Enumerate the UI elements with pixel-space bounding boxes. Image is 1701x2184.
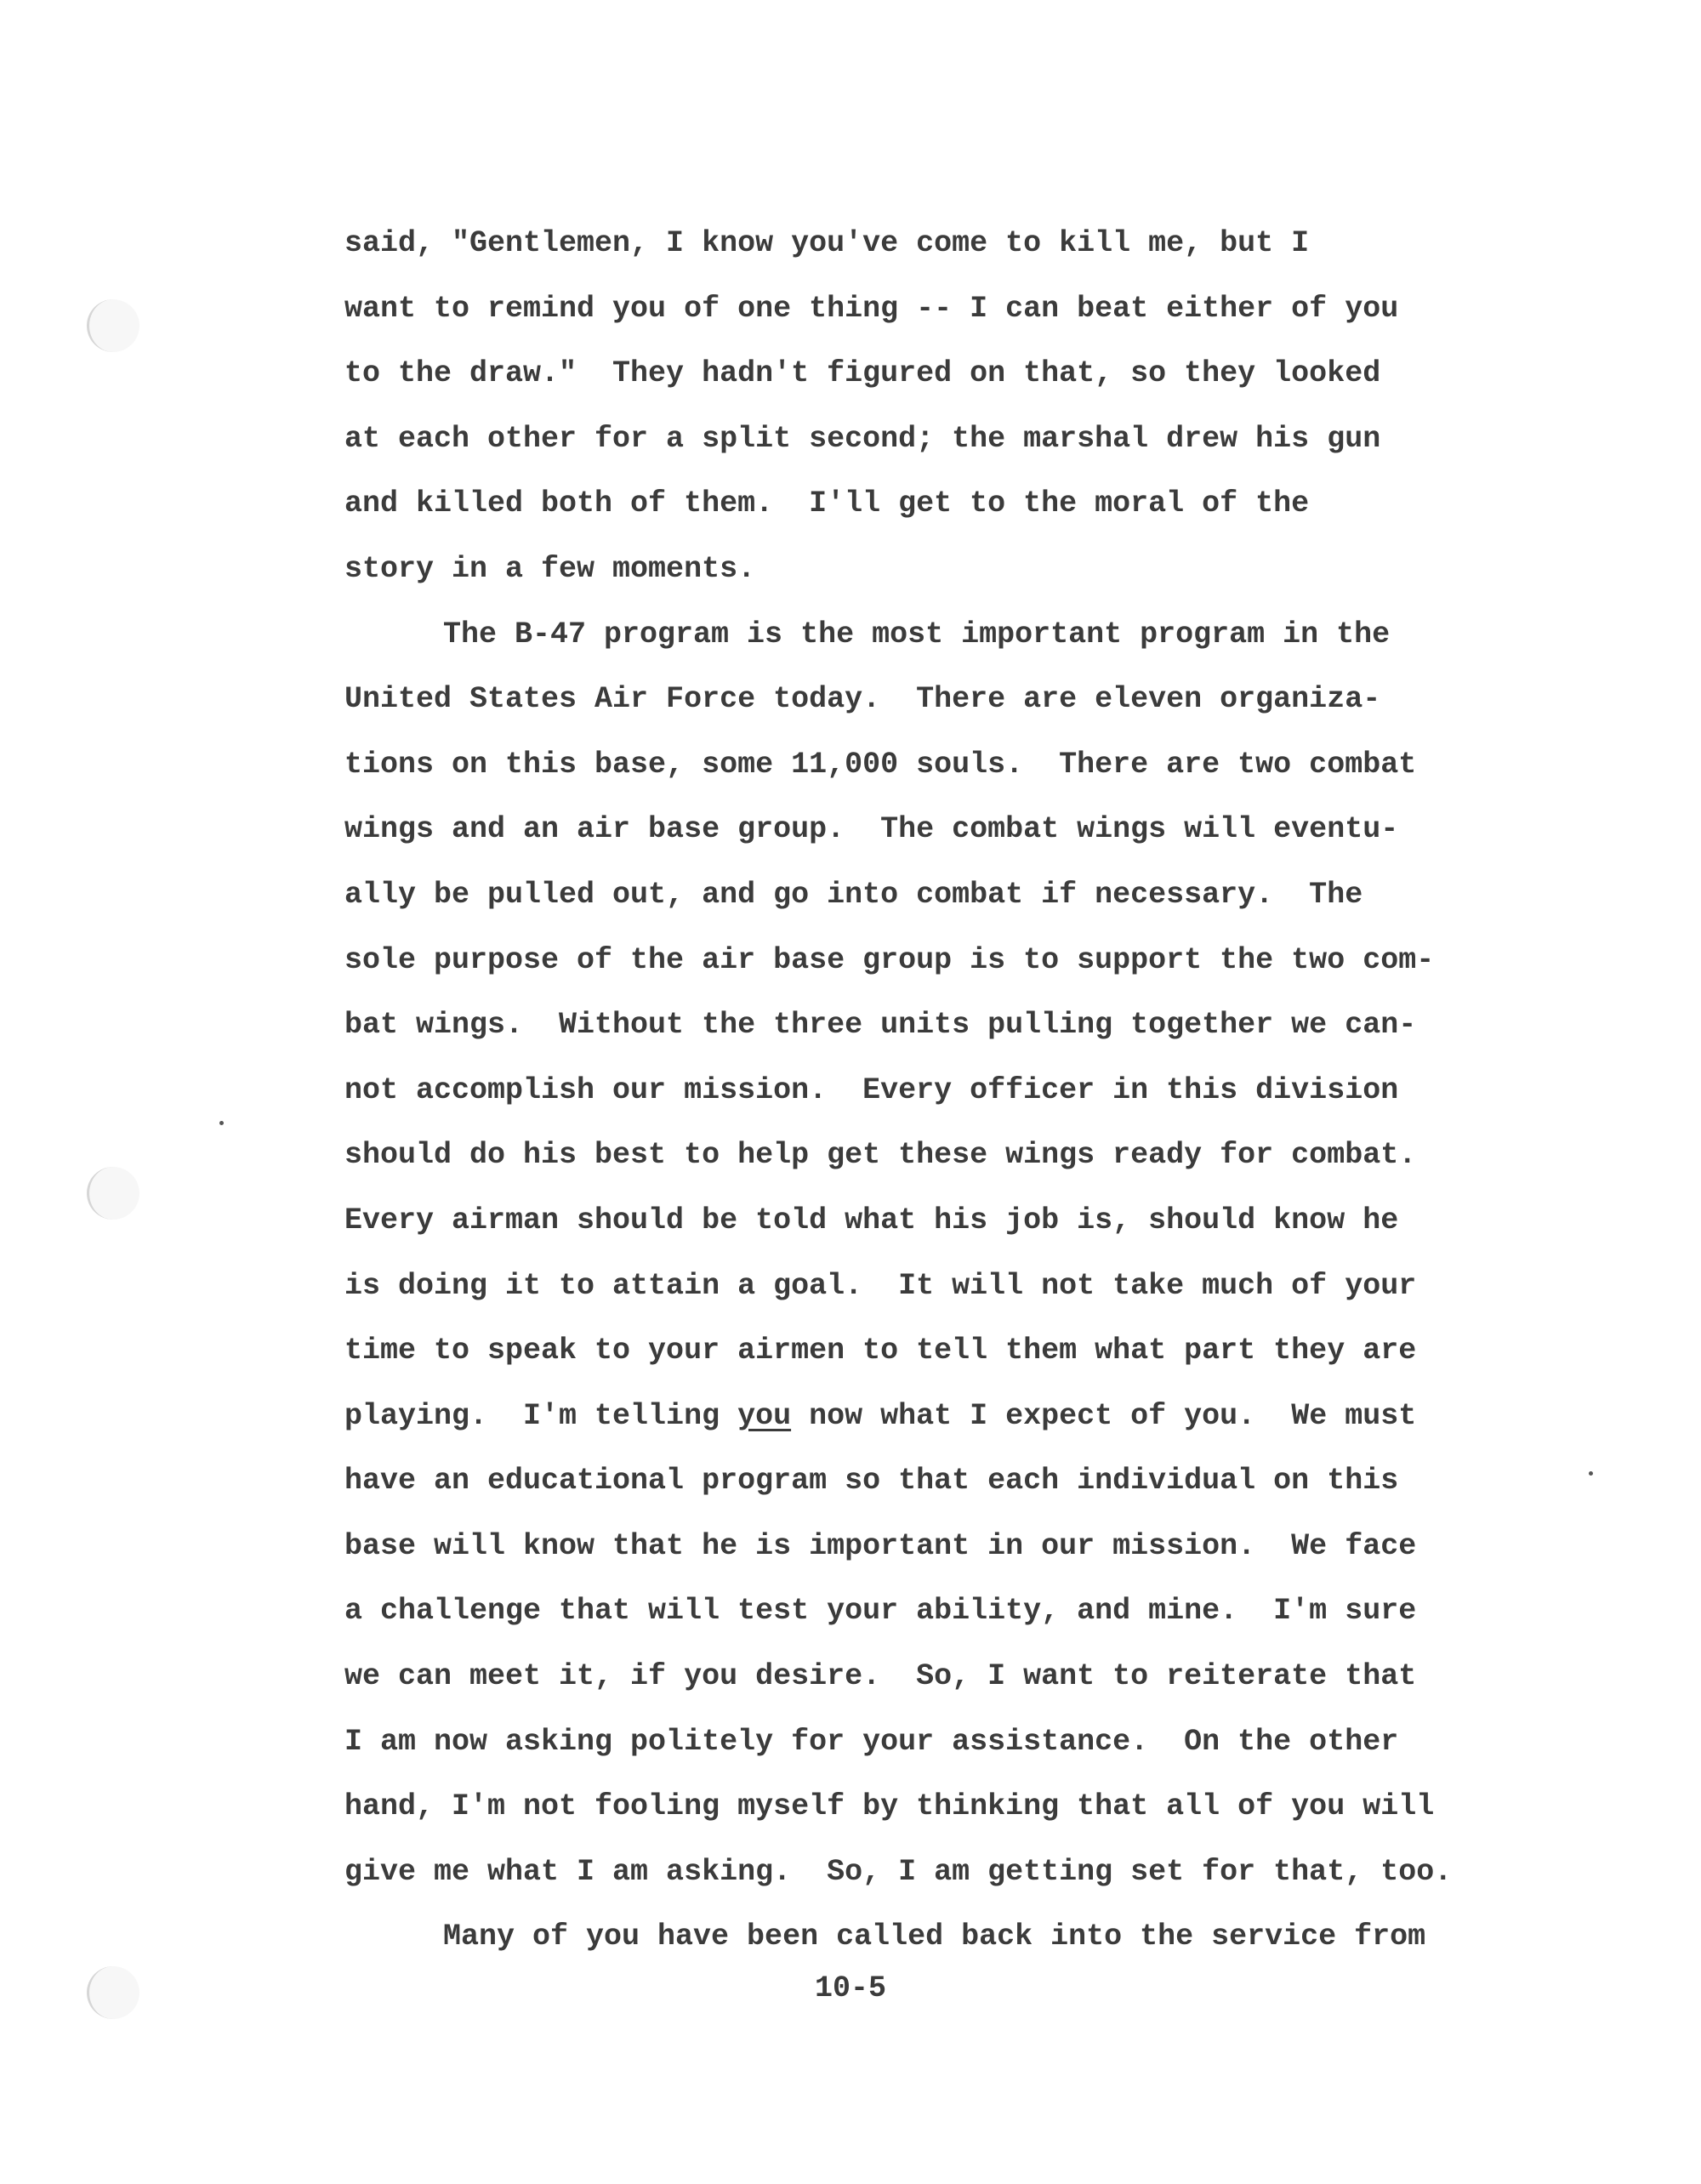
text-line: not accomplish our mission. Every officer in this division <box>344 1072 1399 1107</box>
text-line: I am now asking politely for your assistance. On the other <box>344 1724 1399 1759</box>
text-line: sole purpose of the air base group is to support the two com- <box>344 942 1435 977</box>
text-segment: now what I expect of you. We must <box>791 1398 1417 1433</box>
paragraph-start-line: Many of you have been called back into the service from <box>443 1920 1426 1954</box>
text-line: ally be pulled out, and go into combat if necessary. The <box>344 877 1363 912</box>
text-line: Every airman should be told what his job is, should know he <box>344 1203 1399 1237</box>
text-line: wings and an air base group. The combat wings will eventu- <box>344 812 1399 847</box>
punch-hole <box>87 1167 139 1220</box>
page-number: 10-5 <box>814 1971 886 2005</box>
text-line: time to speak to your airmen to tell them what part they are <box>344 1334 1417 1368</box>
paper-speck <box>1589 1471 1593 1476</box>
text-segment: playing. I'm telling <box>344 1398 738 1433</box>
text-line: is doing it to attain a goal. It will not take much of your <box>344 1268 1417 1303</box>
text-line: story in a few moments. <box>344 551 756 586</box>
paper-speck <box>219 1121 224 1125</box>
text-line: tions on this base, some 11,000 souls. There are two combat <box>344 747 1417 782</box>
text-line: and killed both of them. I'll get to the moral of the <box>344 486 1310 521</box>
underlined-word: you <box>737 1398 792 1433</box>
text-line: want to remind you of one thing -- I can beat either of you <box>344 291 1399 326</box>
paragraph-start-line: The B-47 program is the most important program in the <box>443 617 1391 651</box>
text-line: United States Air Force today. There are eleven organiza- <box>344 682 1381 717</box>
text-line: base will know that he is important in our mission. We face <box>344 1528 1417 1563</box>
text-line: bat wings. Without the three units pulling together we can- <box>344 1008 1417 1043</box>
text-line: hand, I'm not fooling myself by thinking that all of you will <box>344 1789 1435 1824</box>
punch-hole <box>87 299 139 352</box>
body-text <box>344 211 1552 1970</box>
text-line: should do his best to help get these wings ready for combat. <box>344 1138 1417 1173</box>
text-line: have an educational program so that each individual on this <box>344 1464 1399 1499</box>
text-line: a challenge that will test your ability, and mine. I'm sure <box>344 1594 1417 1629</box>
text-line: said, "Gentlemen, I know you've come to kill me, but I <box>344 226 1310 260</box>
text-line: give me what I am asking. So, I am getting set for that, too. <box>344 1854 1453 1889</box>
text-line-with-underline <box>344 1384 1552 1449</box>
text-line: we can meet it, if you desire. So, I want to reiterate that <box>344 1659 1417 1694</box>
text-line: to the draw." They hadn't figured on that, so they looked <box>344 356 1381 391</box>
text-line: at each other for a split second; the marshal drew his gun <box>344 421 1381 456</box>
